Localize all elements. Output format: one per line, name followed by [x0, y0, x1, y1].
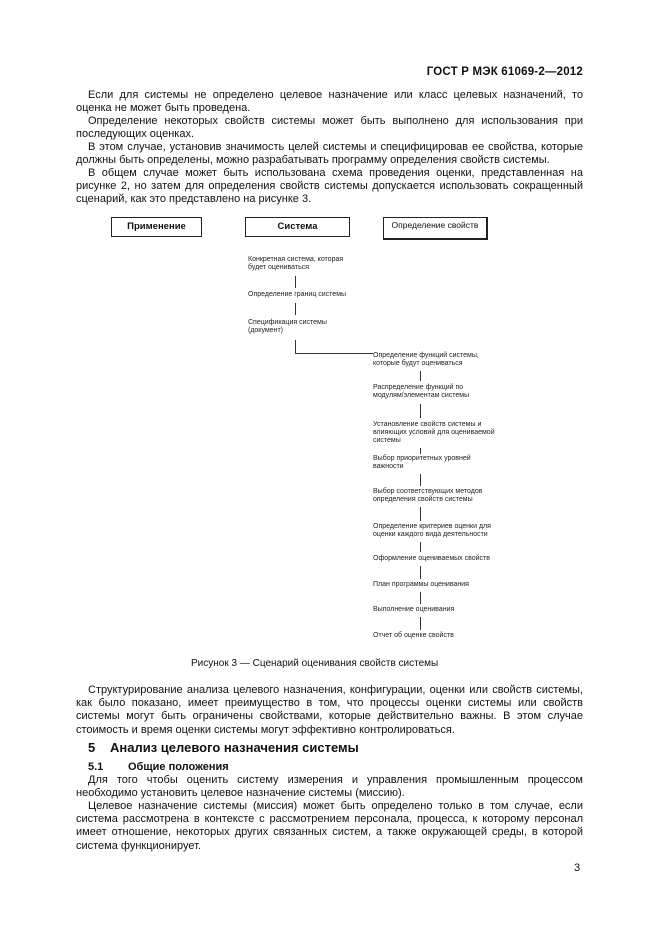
figure-caption: Рисунок 3 — Сценарий оценивания свойств системы — [191, 658, 439, 669]
system-connector-3 — [295, 340, 296, 353]
property-step-5: Выбор соответствующих методов определения свойств системы — [373, 488, 483, 504]
property-step-2: Распределение функций по модулям/элементам системы — [373, 384, 470, 400]
system-connector-2 — [295, 303, 296, 315]
property-connector-4 — [420, 474, 421, 486]
system-connector-1 — [295, 276, 296, 288]
property-connector-5 — [420, 507, 421, 521]
property-step-9: Выполнение оценивания — [373, 606, 455, 613]
property-connector-6 — [420, 542, 421, 552]
branch-connector — [295, 353, 373, 354]
paragraph-5: Для того чтобы оценить систему измерения и управления промышленным процессом необходимо установить целевое назначение системы (миссию). — [76, 774, 583, 800]
paragraph-2: Определение некоторых свойств системы может быть выполнено для использования при последующих оценках. — [76, 115, 583, 141]
section-number: 5 — [88, 740, 96, 755]
property-step-10: Отчет об оценке свойств — [373, 632, 454, 639]
column-application-box: Применение — [111, 217, 202, 237]
paragraph-1: Если для системы не определено целевое назначение или класс целевых назначений, то оценка не может быть проведена. — [76, 89, 583, 115]
property-connector-8 — [420, 592, 421, 604]
property-connector-7 — [420, 566, 421, 579]
paragraph-after-figure: Структурирование анализа целевого назначения, конфигурации, оценки или свойств системы, как было показано, имеет преимущество в том, что процессы оценки системы или свойств системы могут быть ограничены свойствами, которые действительно важны. В этом случае стоимость и время оценки системы могут эффективно контролироваться. — [76, 684, 583, 736]
section-title: Анализ целевого назначения системы — [110, 740, 359, 755]
property-step-3: Установление свойств системы и влияющих условий для оцениваемой системы — [373, 421, 495, 445]
document-header: ГОСТ Р МЭК 61069-2—2012 — [426, 66, 583, 78]
property-step-8: План программы оценивания — [373, 581, 469, 588]
paragraph-4: В общем случае может быть использована схема проведения оценки, представленная на рисунке 2, но затем для определения свойств системы допускается использовать сокращенный сценарий, как это представлено на рисунке 3. — [76, 167, 583, 206]
system-step-2: Определение границ системы — [248, 291, 347, 298]
page-number: 3 — [574, 862, 581, 874]
paragraph-6: Целевое назначение системы (миссия) может быть определено только в том случае, если система рассмотрена в контексте с рассмотрением персонала, процесса, к которому персонал имеет отношение, некоторых других связанных систем, а также окружающей среды, в которой система функционирует. — [76, 800, 583, 852]
property-connector-3 — [420, 448, 421, 454]
column-system-box: Система — [245, 217, 350, 237]
system-step-3: Спецификация системы (документ) — [248, 319, 327, 335]
property-connector-9 — [420, 617, 421, 630]
property-step-4: Выбор приоритетных уровней важности — [373, 455, 471, 471]
subsection-number: 5.1 — [88, 761, 104, 773]
property-connector-2 — [420, 404, 421, 418]
subsection-title: Общие положения — [128, 761, 229, 773]
property-step-7: Оформление оцениваемых свойств — [373, 555, 490, 562]
property-connector-1 — [420, 371, 421, 381]
paragraph-3: В этом случае, установив значимость целей системы и специфицировав ее свойства, которые должны быть определены, можно разрабатывать программу определения свойств системы. — [76, 141, 583, 167]
column-properties-box: Определение свойств — [383, 217, 488, 240]
property-step-1: Определение функций системы, которые будут оцениваться — [373, 352, 479, 368]
system-step-1: Конкретная система, которая будет оцениваться — [248, 256, 344, 272]
property-step-6: Определение критериев оценки для оценки каждого вида деятельности — [373, 523, 491, 539]
